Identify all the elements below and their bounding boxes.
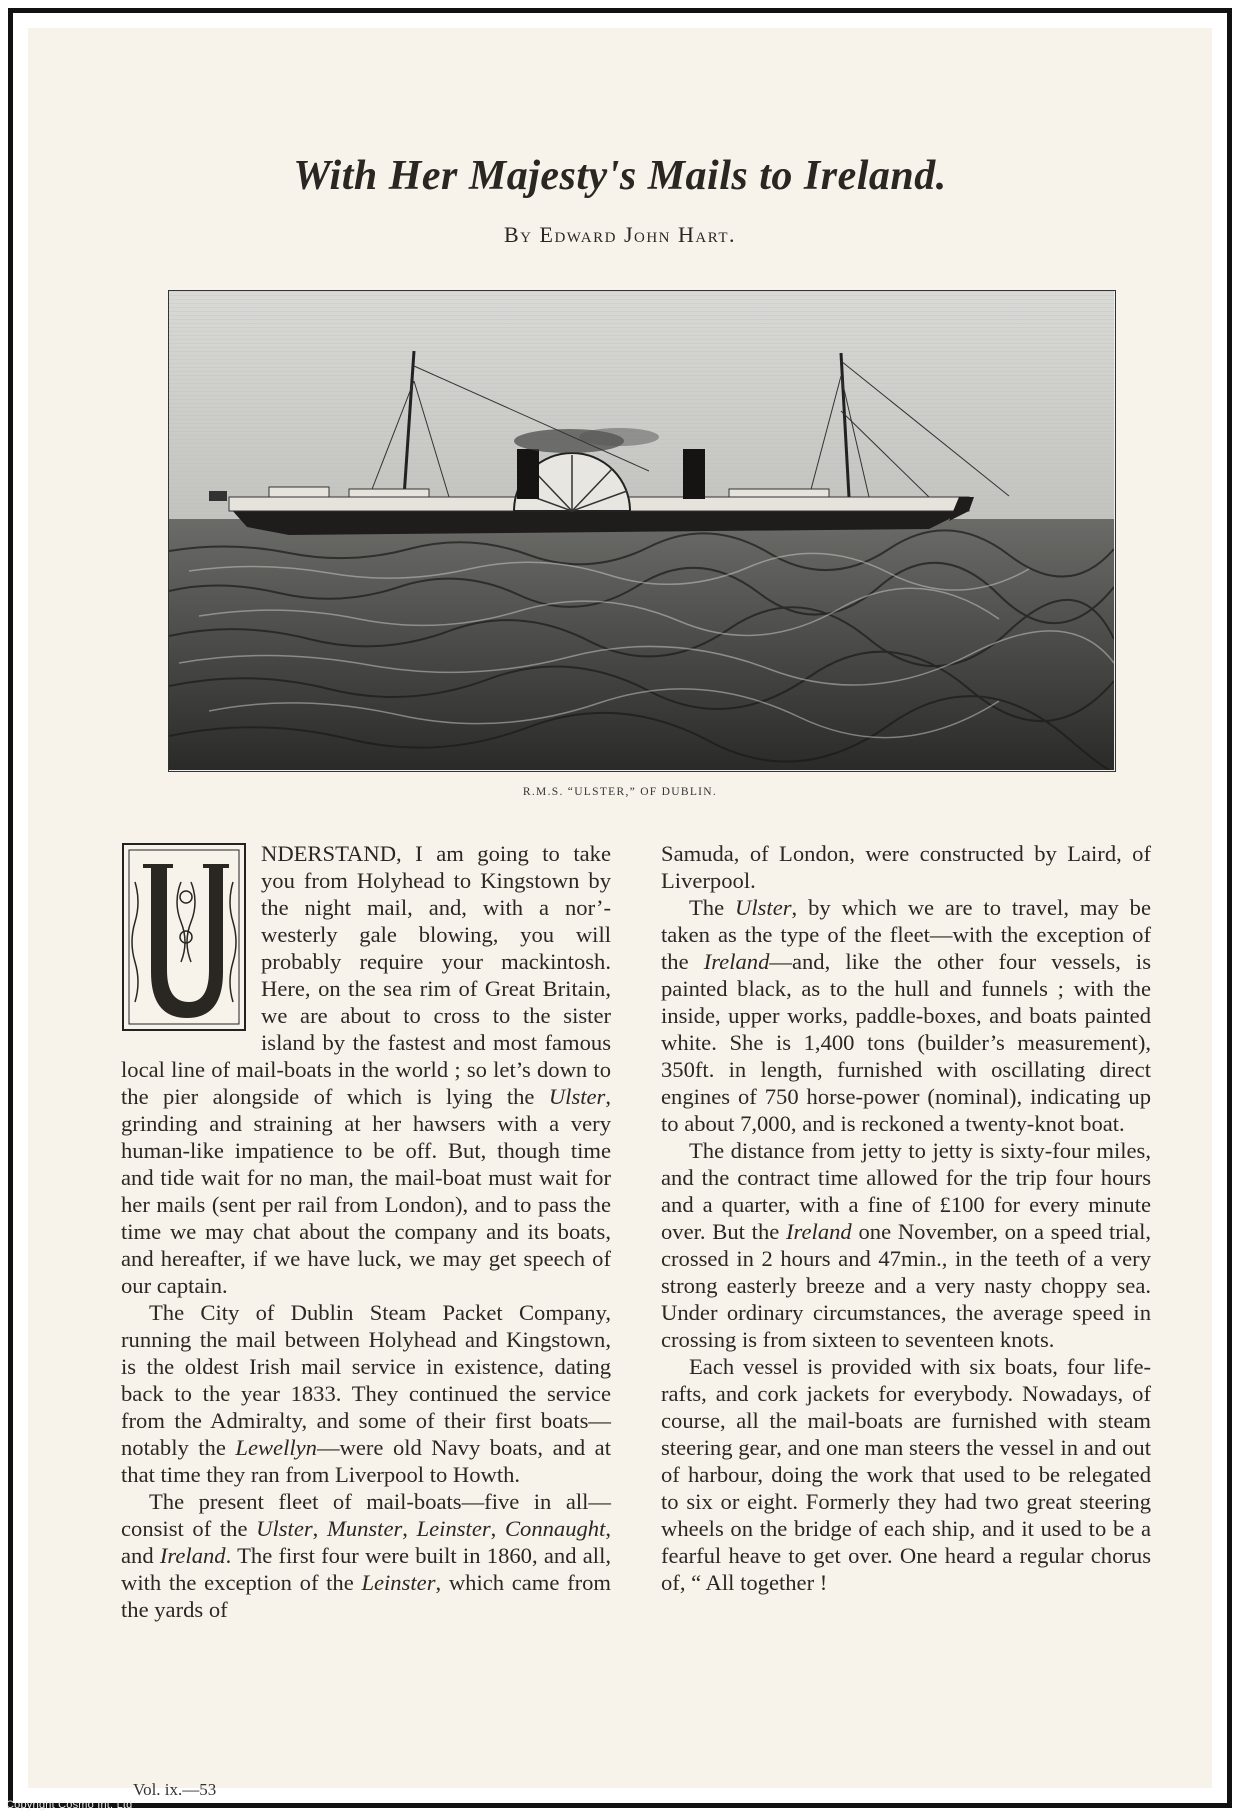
ship-name-ulster: Ulster — [256, 1516, 313, 1541]
paragraph-3-end: , which came from the yards of — [121, 1570, 611, 1622]
ship-name-ireland: Ireland — [159, 1543, 226, 1568]
copyright-notice: Copyright Cosmo Int. Ltd — [6, 1799, 133, 1811]
paragraph-3-text: The present fleet of mail-boats—five in all—consist of the — [121, 1489, 611, 1541]
paragraph-4-text: , by which we are to travel, may be taken as the type of the fleet—with the exception of the — [661, 895, 1151, 974]
paragraph-2 — [121, 1299, 611, 1488]
ship-name-ulster: Ulster — [548, 1084, 606, 1109]
paragraph-5-end: one November, on a speed trial, crossed in 2 hours and 47min., in the teeth of a very strong easterly breeze and a very nasty choppy sea. Under ordinary circumstances, the average speed in crossing is from sixteen to seventeen knots. — [661, 1219, 1151, 1352]
ship-name-leinster: Leinster — [416, 1516, 491, 1541]
paragraph-4-start: The — [689, 895, 725, 920]
text-column-right — [661, 840, 1151, 1596]
paragraph-3: The present fleet of mail-boats—five in all—consist of the Ulster, Munster, Leinster, Connaught, and Ireland. The first four were built in 1860, and all, with the exception of the Leinster, which came from the yards of — [121, 1489, 612, 1622]
text-column-left — [121, 840, 611, 1623]
article-byline: By Edward John Hart. — [504, 222, 736, 247]
steamship-illustration — [168, 290, 1116, 772]
decorative-initial-u-icon — [121, 842, 247, 1032]
article-title: With Her Majesty's Mails to Ireland. — [293, 153, 947, 199]
paragraph-5-text: The distance from jetty to jetty is sixty-four miles, and the contract time allowed for the trip four hours and a quarter, with a fine of £100 for every minute over. But the — [661, 1138, 1151, 1244]
ship-name-ireland: Ireland — [786, 1219, 852, 1244]
ship-name-connaught: Connaught — [504, 1516, 606, 1541]
volume-page-number: Vol. ix.—53 — [133, 1780, 217, 1799]
steamship-icon — [169, 291, 1114, 770]
paragraph-4-end: —and, like the other four vessels, is painted black, as to the hull and funnels ; with the inside, upper works, paddle-boxes, and boats painted white. She is 1,400 tons (builder’s measurement), 350ft. in length, furnished with oscillating direct engines of 750 horse-power (nominal), indicating up to about 7,000, and is reckoned a twenty-knot boat. — [661, 949, 1152, 1136]
magazine-page — [28, 28, 1212, 1799]
paragraph-3-mid: . The first four were built in 1860, and all, with the exception of the — [121, 1543, 612, 1595]
paragraph-6: Each vessel is provided with six boats, four life-rafts, and cork jackets for everybody. Nowadays, of course, all the mail-boats are furnished with steam steering gear, and one man steers the vessel in and out of harbour, doing the work that used to be relegated to six or eight. Formerly they had two great steering wheels on the bridge of each ship, and it used to be a fearful heave to get over. One heard a regular chorus of, “ All together ! — [661, 1354, 1151, 1595]
paragraph-5 — [661, 1137, 1151, 1353]
paragraph-2-end: —were old Navy boats, and at that time they ran from Liverpool to Howth. — [121, 1435, 611, 1487]
ship-name-ireland: Ireland — [703, 949, 770, 974]
paragraph-3-continued: Samuda, of London, were constructed by Laird, of Liverpool. — [661, 841, 1151, 893]
ship-name-leinster: Leinster — [361, 1570, 436, 1595]
ship-name-munster: Munster — [326, 1516, 403, 1541]
paragraph-1-end: , grinding and straining at her hawsers with a very human-like impatience to be off. But, though time and tide wait for no man, the mail-boat must wait for her mails (sent per rail from London), and to pass the time we may chat about the company and its boats, and hereafter, if we have luck, we may get speech of our captain. — [121, 1084, 611, 1298]
paragraph-2-text: The City of Dublin Steam Packet Company, running the mail between Holyhead and Kingstown, is the oldest Irish mail service in existence, dating back to the year 1833. They continued the service from the Admiralty, and some of their first boats—notably the — [121, 1300, 611, 1460]
illustration-caption: R.M.S. “ULSTER,” OF DUBLIN. — [522, 786, 718, 798]
ship-name-ulster: Ulster — [735, 895, 792, 920]
paragraph-1-text: NDERSTAND, I am going to take you from Holyhead to Kingstown by the night mail, and, with a nor’-westerly gale blowing, you will probably require your mackintosh. Here, on the sea rim of Great Britain, we are about to cross to the sister island by the fastest and most famous local line of mail-boats in the world ; so let’s down to the pier alongside of which is lying the — [121, 841, 611, 1109]
paragraph-4 — [661, 894, 1151, 1137]
paragraph-3-and: , and — [121, 1516, 612, 1568]
ship-name-lewellyn: Lewellyn — [235, 1435, 317, 1460]
